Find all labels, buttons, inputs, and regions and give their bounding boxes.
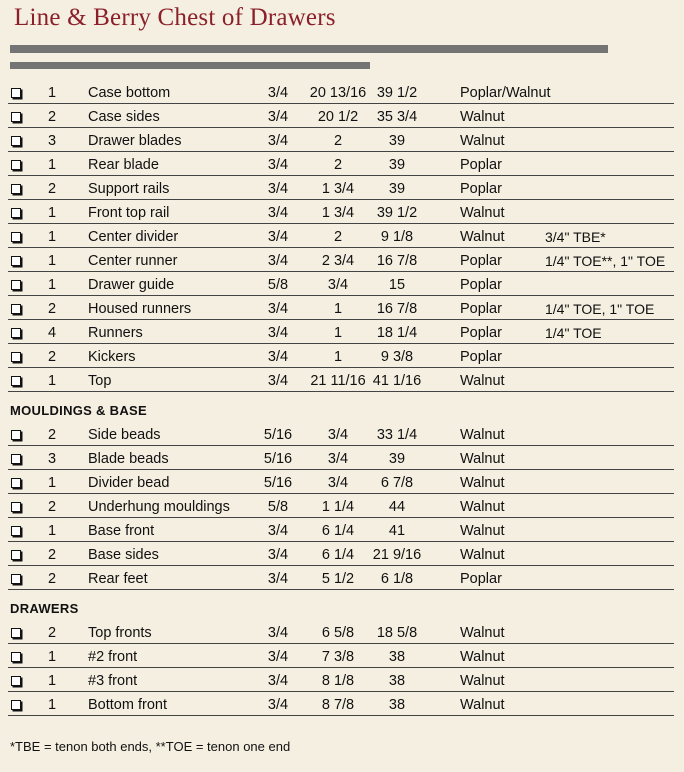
thickness-cell: 3/4: [267, 547, 289, 563]
table-row: [8, 176, 674, 200]
part-name-cell: Drawer blades: [88, 133, 182, 149]
thickness-cell: 3/4: [267, 673, 289, 689]
length-cell: 18 1/4: [376, 325, 418, 341]
width-cell: 1 3/4: [321, 205, 355, 221]
quantity-cell: 2: [47, 547, 57, 563]
checkbox-icon[interactable]: [11, 376, 21, 386]
material-cell: Poplar: [460, 325, 502, 341]
material-cell: Walnut: [460, 373, 505, 389]
note-cell: 1/4" TOE, 1" TOE: [545, 301, 655, 317]
table-row: [8, 80, 674, 104]
checkbox-icon[interactable]: [11, 652, 21, 662]
material-cell: Poplar/Walnut: [460, 85, 551, 101]
quantity-cell: 2: [47, 349, 57, 365]
quantity-cell: 2: [47, 181, 57, 197]
thickness-cell: 5/16: [263, 451, 293, 467]
section-heading: [8, 590, 674, 620]
width-cell: 3/4: [327, 451, 349, 467]
length-cell: 9 1/8: [380, 229, 414, 245]
table-row: [8, 368, 674, 392]
width-cell: 8 1/8: [321, 673, 355, 689]
part-name-cell: Blade beads: [88, 451, 169, 467]
section-heading-label: DRAWERS: [10, 601, 79, 616]
length-cell: 39: [388, 451, 406, 467]
table-row: [8, 446, 674, 470]
thickness-cell: 3/4: [267, 133, 289, 149]
material-cell: Poplar: [460, 157, 502, 173]
table-row: [8, 518, 674, 542]
thickness-cell: 3/4: [267, 229, 289, 245]
checkbox-icon[interactable]: [11, 502, 21, 512]
material-cell: Walnut: [460, 229, 505, 245]
length-cell: 38: [388, 673, 406, 689]
part-name-cell: #3 front: [88, 673, 138, 689]
table-row: [8, 104, 674, 128]
length-cell: 39: [388, 133, 406, 149]
material-cell: Poplar: [460, 253, 502, 269]
section-heading-label: MOULDINGS & BASE: [10, 403, 147, 418]
material-cell: Poplar: [460, 349, 502, 365]
thickness-cell: 5/8: [267, 499, 289, 515]
quantity-cell: 1: [47, 697, 57, 713]
width-cell: 3/4: [327, 427, 349, 443]
table-row: [8, 668, 674, 692]
quantity-cell: 2: [47, 427, 57, 443]
table-row: [8, 494, 674, 518]
thickness-cell: 5/16: [263, 475, 293, 491]
quantity-cell: 1: [47, 277, 57, 293]
checkbox-icon[interactable]: [11, 574, 21, 584]
width-cell: 3/4: [327, 277, 349, 293]
material-cell: Walnut: [460, 451, 505, 467]
material-cell: Walnut: [460, 205, 505, 221]
material-cell: Walnut: [460, 673, 505, 689]
checkbox-icon[interactable]: [11, 232, 21, 242]
part-name-cell: Rear feet: [88, 571, 148, 587]
thickness-cell: 3/4: [267, 205, 289, 221]
part-name-cell: Base front: [88, 523, 155, 539]
thickness-cell: 3/4: [267, 349, 289, 365]
header-rule-short: [10, 62, 370, 69]
length-cell: 16 7/8: [376, 253, 418, 269]
quantity-cell: 3: [47, 451, 57, 467]
width-cell: 5 1/2: [321, 571, 355, 587]
material-cell: Walnut: [460, 109, 505, 125]
checkbox-icon[interactable]: [11, 550, 21, 560]
checkbox-icon[interactable]: [11, 328, 21, 338]
part-name-cell: Center runner: [88, 253, 178, 269]
quantity-cell: 1: [47, 649, 57, 665]
part-name-cell: Top: [88, 373, 112, 389]
table-row: [8, 566, 674, 590]
page-title: Line & Berry Chest of Drawers: [14, 4, 336, 31]
checkbox-icon[interactable]: [11, 676, 21, 686]
checkbox-icon[interactable]: [11, 700, 21, 710]
thickness-cell: 3/4: [267, 697, 289, 713]
thickness-cell: 3/4: [267, 571, 289, 587]
table-row: [8, 248, 674, 272]
table-row: [8, 272, 674, 296]
length-cell: 39: [388, 181, 406, 197]
length-cell: 6 1/8: [380, 571, 414, 587]
table-row: [8, 224, 674, 248]
table-row: [8, 422, 674, 446]
checkbox-icon[interactable]: [11, 256, 21, 266]
thickness-cell: 3/4: [267, 253, 289, 269]
length-cell: 35 3/4: [376, 109, 418, 125]
table-row: [8, 470, 674, 494]
table-row: [8, 620, 674, 644]
thickness-cell: 3/4: [267, 523, 289, 539]
width-cell: 6 5/8: [321, 625, 355, 641]
width-cell: 2: [333, 229, 343, 245]
checkbox-icon[interactable]: [11, 454, 21, 464]
checkbox-icon[interactable]: [11, 208, 21, 218]
thickness-cell: 3/4: [267, 325, 289, 341]
length-cell: 16 7/8: [376, 301, 418, 317]
part-name-cell: Runners: [88, 325, 143, 341]
length-cell: 39 1/2: [376, 205, 418, 221]
quantity-cell: 1: [47, 523, 57, 539]
part-name-cell: Rear blade: [88, 157, 159, 173]
quantity-cell: 2: [47, 625, 57, 641]
width-cell: 1: [333, 349, 343, 365]
part-name-cell: Center divider: [88, 229, 179, 245]
table-row: [8, 692, 674, 716]
quantity-cell: 1: [47, 373, 57, 389]
material-cell: Walnut: [460, 547, 505, 563]
thickness-cell: 3/4: [267, 157, 289, 173]
part-name-cell: Base sides: [88, 547, 159, 563]
part-name-cell: Divider bead: [88, 475, 170, 491]
material-cell: Walnut: [460, 133, 505, 149]
quantity-cell: 4: [47, 325, 57, 341]
quantity-cell: 2: [47, 571, 57, 587]
material-cell: Walnut: [460, 649, 505, 665]
quantity-cell: 1: [47, 673, 57, 689]
table-row: [8, 344, 674, 368]
checkbox-icon[interactable]: [11, 88, 21, 98]
thickness-cell: 5/8: [267, 277, 289, 293]
thickness-cell: 3/4: [267, 85, 289, 101]
checkbox-icon[interactable]: [11, 478, 21, 488]
length-cell: 33 1/4: [376, 427, 418, 443]
section-heading: [8, 392, 674, 422]
material-cell: Walnut: [460, 475, 505, 491]
part-name-cell: Case sides: [88, 109, 160, 125]
part-name-cell: Front top rail: [88, 205, 170, 221]
quantity-cell: 2: [47, 499, 57, 515]
part-name-cell: Kickers: [88, 349, 136, 365]
quantity-cell: 1: [47, 205, 57, 221]
checkbox-icon[interactable]: [11, 184, 21, 194]
part-name-cell: Housed runners: [88, 301, 192, 317]
quantity-cell: 3: [47, 133, 57, 149]
checkbox-icon[interactable]: [11, 112, 21, 122]
width-cell: 1: [333, 301, 343, 317]
footnote: *TBE = tenon both ends, **TOE = tenon one end: [10, 739, 291, 754]
quantity-cell: 1: [47, 85, 57, 101]
width-cell: 21 11/16: [310, 373, 366, 389]
quantity-cell: 2: [47, 109, 57, 125]
width-cell: 7 3/8: [321, 649, 355, 665]
width-cell: 6 1/4: [321, 523, 355, 539]
quantity-cell: 2: [47, 301, 57, 317]
width-cell: 1: [333, 325, 343, 341]
checkbox-icon[interactable]: [11, 280, 21, 290]
length-cell: 9 3/8: [380, 349, 414, 365]
length-cell: 39: [388, 157, 406, 173]
checkbox-icon[interactable]: [11, 136, 21, 146]
cut-list: [8, 80, 674, 716]
material-cell: Poplar: [460, 571, 502, 587]
quantity-cell: 1: [47, 157, 57, 173]
part-name-cell: Bottom front: [88, 697, 167, 713]
length-cell: 38: [388, 697, 406, 713]
note-cell: 3/4" TBE*: [545, 229, 606, 245]
quantity-cell: 1: [47, 229, 57, 245]
part-name-cell: Drawer guide: [88, 277, 175, 293]
note-cell: 1/4" TOE: [545, 325, 602, 341]
length-cell: 39 1/2: [376, 85, 418, 101]
part-name-cell: #2 front: [88, 649, 138, 665]
material-cell: Poplar: [460, 301, 502, 317]
table-row: [8, 296, 674, 320]
width-cell: 1 1/4: [321, 499, 355, 515]
part-name-cell: Underhung mouldings: [88, 499, 230, 515]
part-name-cell: Case bottom: [88, 85, 171, 101]
length-cell: 44: [388, 499, 406, 515]
thickness-cell: 3/4: [267, 181, 289, 197]
length-cell: 38: [388, 649, 406, 665]
material-cell: Walnut: [460, 499, 505, 515]
checkbox-icon[interactable]: [11, 430, 21, 440]
table-row: [8, 542, 674, 566]
width-cell: 20 1/2: [317, 109, 359, 125]
header-rule-long: [10, 45, 608, 53]
width-cell: 8 7/8: [321, 697, 355, 713]
length-cell: 15: [388, 277, 406, 293]
quantity-cell: 1: [47, 475, 57, 491]
table-row: [8, 644, 674, 668]
quantity-cell: 1: [47, 253, 57, 269]
length-cell: 18 5/8: [376, 625, 418, 641]
checkbox-icon[interactable]: [11, 628, 21, 638]
checkbox-icon[interactable]: [11, 160, 21, 170]
thickness-cell: 3/4: [267, 373, 289, 389]
length-cell: 21 9/16: [372, 547, 422, 563]
thickness-cell: 3/4: [267, 301, 289, 317]
length-cell: 41 1/16: [372, 373, 422, 389]
thickness-cell: 5/16: [263, 427, 293, 443]
width-cell: 3/4: [327, 475, 349, 491]
width-cell: 2 3/4: [321, 253, 355, 269]
part-name-cell: Support rails: [88, 181, 170, 197]
material-cell: Walnut: [460, 697, 505, 713]
thickness-cell: 3/4: [267, 625, 289, 641]
width-cell: 6 1/4: [321, 547, 355, 563]
part-name-cell: Side beads: [88, 427, 161, 443]
note-cell: 1/4" TOE**, 1" TOE: [545, 253, 666, 269]
checkbox-icon[interactable]: [11, 304, 21, 314]
width-cell: 1 3/4: [321, 181, 355, 197]
material-cell: Walnut: [460, 523, 505, 539]
part-name-cell: Top fronts: [88, 625, 152, 641]
material-cell: Walnut: [460, 427, 505, 443]
table-row: [8, 128, 674, 152]
checkbox-icon[interactable]: [11, 352, 21, 362]
table-row: [8, 320, 674, 344]
table-row: [8, 152, 674, 176]
length-cell: 41: [388, 523, 406, 539]
material-cell: Poplar: [460, 181, 502, 197]
width-cell: 2: [333, 133, 343, 149]
length-cell: 6 7/8: [380, 475, 414, 491]
thickness-cell: 3/4: [267, 109, 289, 125]
width-cell: 2: [333, 157, 343, 173]
table-row: [8, 200, 674, 224]
material-cell: Poplar: [460, 277, 502, 293]
checkbox-icon[interactable]: [11, 526, 21, 536]
width-cell: 20 13/16: [309, 85, 367, 101]
thickness-cell: 3/4: [267, 649, 289, 665]
material-cell: Walnut: [460, 625, 505, 641]
